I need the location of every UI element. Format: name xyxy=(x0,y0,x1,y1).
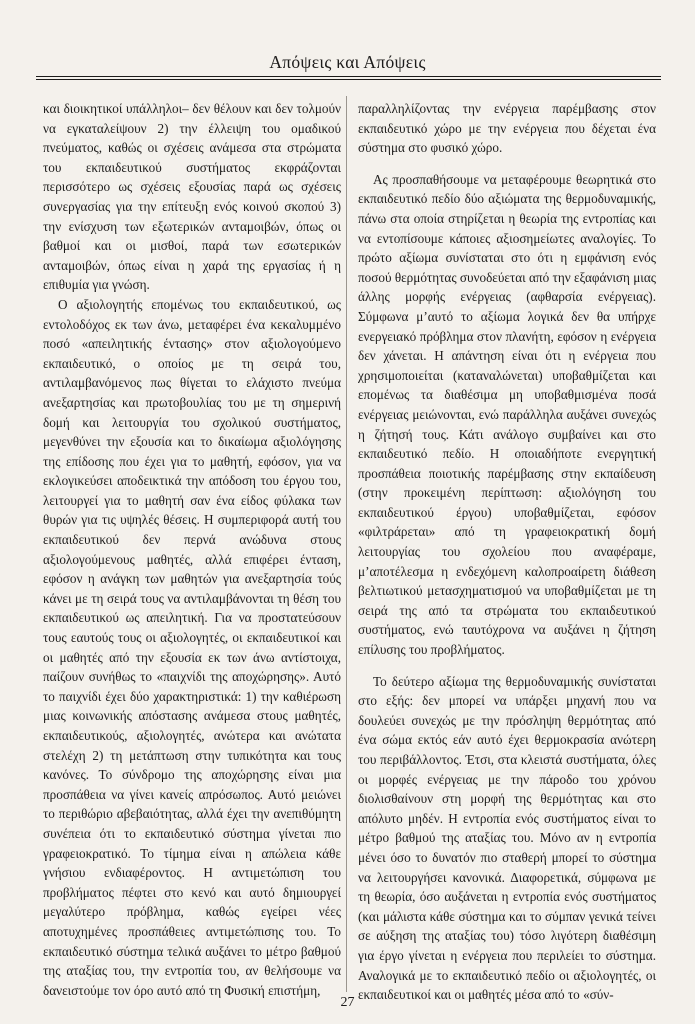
page-number: 27 xyxy=(340,995,355,1010)
right-paragraph-2: Ας προσπαθήσουμε να μεταφέρουμε θεωρητικά στο εκπαιδευτικό πεδίο δύο αξιώματα της θερμοδυναμικής, πάνω στα οποία στηρίζεται η θεωρία της εντροπίας και να εντοπίσουμε κάποιες αξιοσημείωτες αναλογίες. Το πρώτο αξίωμα συνίσταται στο ότι η εμφάνιση ενός ποσού θερμότητας συνοδεύεται από την εξαφάνιση μιας άλλης μορφής ενέργειας (αφθαρσία ενέργειας). Σύμφωνα μ’αυτό το αξίωμα λογικά δεν θα υπήρχε ενεργειακό πρόβλημα στον πλανήτη, εφόσον η ενέργεια δεν χάνεται. Η απάντηση είναι ότι η ενέργεια που χρησιμοποιείται (καταναλώνεται) υποβαθμίζεται και επομένως τα διαθέσιμα μη υποβαθμισμένα ποσά ενέργειας μειώνονται, ενώ παράλληλα αυξάνει συνεχώς η ζήτησή τους. Κάτι ανάλογο συμβαίνει και στο εκπαιδευτικό πεδίο. Η οποιαδήποτε ενεργητική προσπάθεια ποιοτικής παρέμβασης στην εκπαίδευση (στην προκειμένη περίπτωση: αξιολόγηση του εκπαιδευτικού έργου) υποβαθμίζεται, εφόσον «φιλτράρεται» από τη γραφειοκρατική δομή λειτουργίας του σχολείου που αναφέραμε, μ’αποτέλεσμα η ενδεχόμενη καλοπροαίρετη διάθεση βελτιωτικού μετασχηματισμού να υποβαθμίζεται με τη σειρά της από τα στρώματα του εκπαιδευτικού συστήματος, ενώ ταυτόχρονα να αυξάνει η ζήτηση επίλυσης του προβλήματος. xyxy=(358,171,656,658)
right-column xyxy=(358,99,656,1005)
header-rule xyxy=(36,76,661,77)
header-rule-thin xyxy=(36,79,661,80)
right-paragraph-1: παραλληλίζοντας την ενέργεια παρέμβασης στον εκπαιδευτικό χώρο με την ενέργεια που δέχεται ένα σύστημα στο φυσικό χώρο. xyxy=(358,101,656,156)
left-column xyxy=(43,99,341,1000)
left-paragraph-2: Ο αξιολογητής επομένως του εκπαιδευτικού, ως εντολοδόχος εκ των άνω, μεταφέρει ένα κεκαλυμμένο ποσό «απειλητικής έντασης» στον αξιολογούμενο εκπαιδευτικό, ο οποίος με τη σειρά του, αντιλαμβανόμενος πως θίγεται το ελάχιστο πνεύμα ανεξαρτησίας και πρωτοβουλίας του με τη σημερινή δομή και λειτουργία του σχολικού συστήματος, μεγενθύνει την εξουσία και το δικαίωμα αξιολόγησης της επίδοσης που έχει για το μαθητή, εφόσον, για να εκλογικεύσει αποδεικτικά την απόδοση του έργου του, λειτουργεί για το μαθητή σαν ένα είδος φύλακα των θυρών για τις υψηλές θέσεις. Η συμπεριφορά αυτή του εκπαιδευτικού δεν περνά ανώδυνα στους αξιολογούμενους μαθητές, αλλά επιφέρει ένταση, εφόσον η ανάγκη των μαθητών για ανεξαρτησία τούς κάνει με τη σειρά τους να αντιλαμβάνονται τη θέση του εκπαιδευτικού ως απειλητική. Για να προστατεύσουν τους εαυτούς τους οι αξιολογητές, οι εκπαιδευτικοί και οι μαθητές από την εξουσία εκ των άνω αντίστοιχα, παίζουν συνήθως το «παιχνίδι της αποχώρησης». Αυτό το παιχνίδι έχει δύο χαρακτηριστικά: 1) την καθιέρωση μιας κοινωνικής απόστασης ανάμεσα στους μαθητές, εκπαιδευτικούς, αξιολογητές, ανώτερα και ανώτατα στελέχη 2) τη μετάπτωση στην τυπικότητα και τους κανόνες. Το σύνδρομο της αποχώρησης είναι μια προσπάθεια να γίνει κανείς απρόσωπος. Αυτό μειώνει το περιθώριο αβεβαιότητας, αλλά έχει την ανεπιθύμητη συνέπεια ότι το εκπαιδευτικό σύστημα γίνεται πιο γραφειοκρατικό. Το τίμημα είναι η απώλεια κάθε γνήσιου ενδιαφέροντος. Η αντιμετώπιση του προβλήματος πέφτει στο κενό και αυτό δημιουργεί μεγαλύτερο πρόβλημα, καθώς εγείρει νέες αποτυχημένες προσπάθειες αντιμετώπισης του. Το εκπαιδευτικό σύστημα τελικά αυξάνει το μέτρο βαθμού της αταξίας του, την εντροπία του, αν θελήσουμε να δανειστούμε τον όρο αυτό από τη Φυσική επιστήμη, xyxy=(43,296,341,998)
left-paragraph-1: και διοικητικοί υπάλληλοι– δεν θέλουν και δεν τολμούν να εγκαταλείψουν 2) την έλλειψη του ομαδικού πνεύματος, καθώς οι σχέσεις ανάμεσα στα στρώματα του εκπαιδευτικού συστήματος εκφράζονται περισσότερο ως σχέσεις εξουσίας παρά ως σχέσεις συνεργασίας για την επίτευξη ενός κοινού σκοπού 3) την ενίσχυση των εξωτερικών ανταμοιβών, όπως οι βαθμοί και οι μισθοί, παρά των εσωτερικών ανταμοιβών, όπως είναι η χαρά της εργασίας ή η επιθυμία για γνώση. xyxy=(43,101,341,293)
running-header: Απόψεις και Απόψεις xyxy=(269,52,426,72)
column-divider xyxy=(346,96,347,992)
right-paragraph-3: Το δεύτερο αξίωμα της θερμοδυναμικής συνίσταται στο εξής: δεν μπορεί να υπάρξει μηχανή που να δουλεύει συνεχώς με την πρόσληψη θερμότητας από ένα σώμα εκτός εάν αυτό έχει θερμοκρασία ανώτερη του περιβάλλοντος. Έτσι, στα κλειστά συστήματα, όλες οι μορφές ενέργειας με την πάροδο του χρόνου διολισθαίνουν στη μορφή της θερμότητας και στο απόλυτο μηδέν. Η εντροπία ενός συστήματος είναι το μέτρο βαθμού της αταξίας του. Μόνο αν η εντροπία μένει όσο το δυνατόν πιο σταθερή μπορεί το σύστημα να λειτουργήσει κανονικά. Διαφορετικά, σύμφωνα με τη θεωρία, όσο αυξάνεται η εντροπία ενός συστήματος (και μάλιστα κάθε σύστημα και το σύμπαν γενικά τείνει σε αύξηση της αταξίας του) τόσο λιγότερη διαθέσιμη για έργο γίνεται η ενέργεια που περιλείει το σύστημα. Αναλογικά με το εκπαιδευτικό πεδίο οι αξιολογητές, οι εκπαιδευτικοί και οι μαθητές μέσα από το «σύν- xyxy=(358,673,656,1003)
